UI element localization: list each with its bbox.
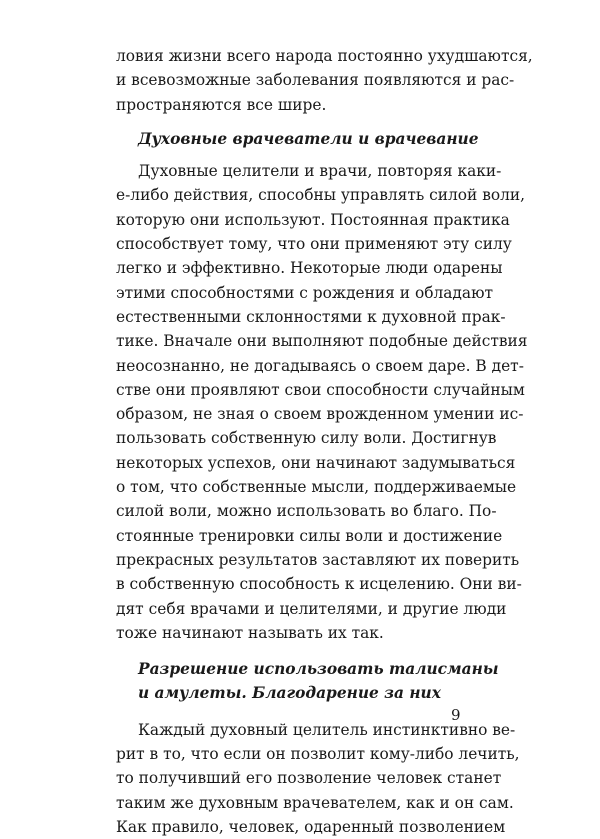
text-line: то получивший его позволение человек станет [116,769,502,788]
page-body [116,44,533,839]
text-line: прекрасных результатов заставляют их поверить [116,550,520,569]
text-line: в собственную способность к исцелению. Они ви- [116,575,522,594]
paragraph-2 [116,159,528,645]
page-number: 9 [451,706,461,724]
text-line: естественными склонностями к духовной прак- [116,307,506,326]
text-line: Духовные целители и врачи, повторяя каки- [138,162,502,181]
text-line: стве они проявляют свои способности случайным [116,380,525,399]
text-line: пространяются все шире. [116,95,327,114]
section-heading-1: Духовные врачеватели и врачевание [138,129,479,148]
text-line: и всевозможные заболевания появляются и рас- [116,71,515,90]
text-line: образом, не зная о своем врожденном умении ис- [116,405,524,424]
section-heading-2 [116,657,499,706]
text-line: рит в то, что если он позволит кому-либо лечить, [116,745,520,764]
text-line: легко и эффективно. Некоторые люди одарены [116,259,503,278]
text-line: таким же духовным врачевателем, как и он сам. [116,793,514,812]
text-line: тоже начинают называть их так. [116,623,384,642]
text-line: силой воли, можно использовать во благо. По- [116,502,497,521]
text-line: Каждый духовный целитель инстинктивно ве- [138,720,516,739]
text-line: дят себя врачами и целителями, и другие люди [116,599,507,618]
text-line: неосознанно, не догадываясь о своем даре. В дет- [116,356,524,375]
text-line: которую они используют. Постоянная практика [116,210,510,229]
text-line: этими способностями с рождения и обладают [116,283,493,302]
heading-line: Разрешение использовать талисманы [138,660,499,679]
text-line: Как правило, человек, одаренный позволением [116,817,506,836]
text-line: е-либо действия, способны управлять силой воли, [116,186,526,205]
text-line: некоторых успехов, они начинают задумываться [116,453,516,472]
text-line: стоянные тренировки силы воли и достижение [116,526,503,545]
text-line: способствует тому, что они применяют эту силу [116,235,512,254]
heading-line: и амулеты. Благодарение за них [138,684,441,703]
text-line: пользовать собственную силу воли. Достигнув [116,429,497,448]
paragraph-3 [116,718,520,839]
text-line: о том, что собственные мысли, поддерживаемые [116,478,517,497]
paragraph-1 [116,44,533,117]
text-line: ловия жизни всего народа постоянно ухудшаются, [116,47,533,65]
text-line: тике. Вначале они выполняют подобные действия [116,332,528,351]
